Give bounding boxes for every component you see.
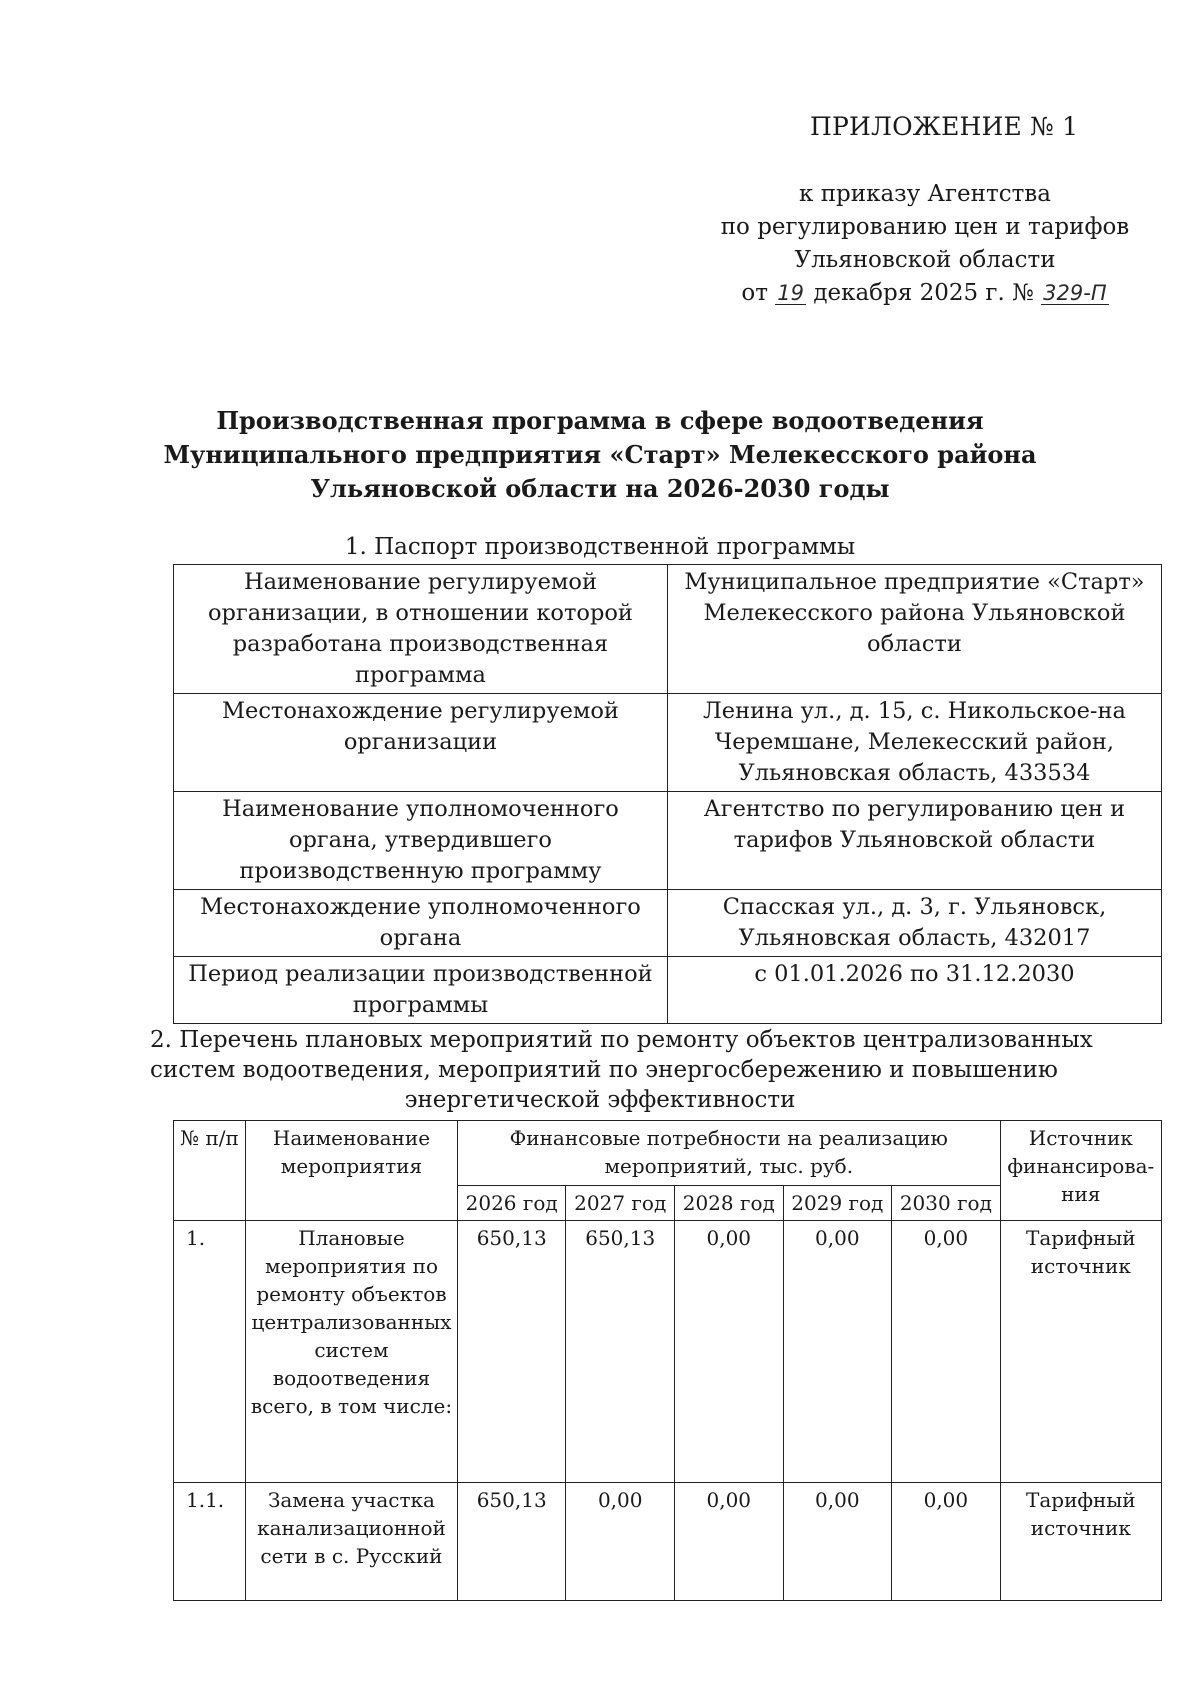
header-year-2026: 2026 год bbox=[457, 1186, 566, 1221]
title-line-2: Муниципального предприятия «Старт» Мелекесского района bbox=[163, 440, 1037, 469]
passport-label: Наименование регулируемой организации, в отношении которой разработана производственная программа bbox=[174, 565, 668, 694]
row-value-2028: 0,00 bbox=[675, 1483, 784, 1601]
row-source: Тарифный источник bbox=[1000, 1483, 1161, 1601]
row-source: Тарифный источник bbox=[1000, 1221, 1161, 1483]
passport-label: Период реализации производственной программы bbox=[174, 957, 668, 1024]
row-name: Плановые мероприятия по ремонту объектов централизованных систем водоотведения всего, в том числе: bbox=[246, 1221, 458, 1483]
date-prefix: от bbox=[741, 280, 768, 306]
row-value-2030: 0,00 bbox=[892, 1221, 1001, 1483]
passport-table bbox=[173, 564, 1162, 1024]
header-year-2030: 2030 год bbox=[892, 1186, 1001, 1221]
date-day-handwritten: 19 bbox=[777, 281, 804, 305]
passport-row bbox=[174, 957, 1162, 1024]
passport-row bbox=[174, 890, 1162, 957]
order-line-2: по регулированию цен и тарифов bbox=[720, 214, 1130, 240]
passport-value: с 01.01.2026 по 31.12.2030 bbox=[667, 957, 1161, 1024]
header-name: Наименование мероприятия bbox=[246, 1121, 458, 1221]
row-value-2026: 650,13 bbox=[457, 1483, 566, 1601]
row-value-2030: 0,00 bbox=[892, 1483, 1001, 1601]
header-year-2028: 2028 год bbox=[675, 1186, 784, 1221]
row-name: Замена участка канализационной сети в с. Русский bbox=[246, 1483, 458, 1601]
date-rest: декабря 2025 г. № bbox=[813, 280, 1034, 306]
passport-value: Муниципальное предприятие «Старт» Мелекесского района Ульяновской области bbox=[667, 565, 1161, 694]
row-value-2029: 0,00 bbox=[783, 1483, 892, 1601]
header-source: Источник финансирова-ния bbox=[1000, 1121, 1161, 1221]
row-value-2026: 650,13 bbox=[457, 1221, 566, 1483]
section1-title: 1. Паспорт производственной программы bbox=[344, 534, 856, 560]
row-num: 1. bbox=[174, 1221, 246, 1483]
order-line-1: к приказу Агентства bbox=[799, 181, 1051, 207]
header-row bbox=[174, 1121, 1162, 1186]
passport-row bbox=[174, 694, 1162, 792]
passport-label: Наименование уполномоченного органа, утвердившего производственную программу bbox=[174, 792, 668, 890]
order-line-3: Ульяновской области bbox=[794, 247, 1056, 273]
table-row bbox=[174, 1483, 1162, 1601]
row-num: 1.1. bbox=[174, 1483, 246, 1601]
section2-title-line-1: 2. Перечень плановых мероприятий по ремонту объектов централизованных bbox=[150, 1027, 1093, 1053]
table-row bbox=[174, 1221, 1162, 1483]
passport-value: Агентство по регулированию цен и тарифов Ульяновской области bbox=[667, 792, 1161, 890]
section2-title-line-3: энергетической эффективности bbox=[404, 1087, 796, 1113]
section2-title-line-2: систем водоотведения, мероприятий по энергосбережению и повышению bbox=[150, 1057, 1058, 1083]
passport-value: Ленина ул., д. 15, с. Никольское-на Черемшане, Мелекесский район, Ульяновская область, 433534 bbox=[667, 694, 1161, 792]
section2-title bbox=[150, 1025, 1093, 1115]
header-year-2027: 2027 год bbox=[566, 1186, 675, 1221]
order-reference bbox=[700, 178, 1150, 310]
appendix-title: ПРИЛОЖЕНИЕ № 1 bbox=[810, 112, 1079, 141]
order-date-line bbox=[700, 277, 1150, 310]
passport-row bbox=[174, 792, 1162, 890]
passport-value: Спасская ул., д. 3, г. Ульяновск, Ульяновская область, 432017 bbox=[667, 890, 1161, 957]
row-value-2029: 0,00 bbox=[783, 1221, 892, 1483]
row-value-2028: 0,00 bbox=[675, 1221, 784, 1483]
row-value-2027: 650,13 bbox=[566, 1221, 675, 1483]
passport-label: Местонахождение регулируемой организации bbox=[174, 694, 668, 792]
passport-row bbox=[174, 565, 1162, 694]
row-value-2027: 0,00 bbox=[566, 1483, 675, 1601]
title-line-1: Производственная программа в сфере водоотведения bbox=[216, 406, 984, 435]
document-title bbox=[160, 404, 1040, 506]
activities-table bbox=[173, 1120, 1162, 1601]
header-year-2029: 2029 год bbox=[783, 1186, 892, 1221]
title-line-3: Ульяновской области на 2026-2030 годы bbox=[310, 474, 890, 503]
order-number-handwritten: 329-П bbox=[1043, 281, 1107, 305]
header-num: № п/п bbox=[174, 1121, 246, 1221]
header-financial: Финансовые потребности на реализацию мероприятий, тыс. руб. bbox=[457, 1121, 1000, 1186]
passport-label: Местонахождение уполномоченного органа bbox=[174, 890, 668, 957]
